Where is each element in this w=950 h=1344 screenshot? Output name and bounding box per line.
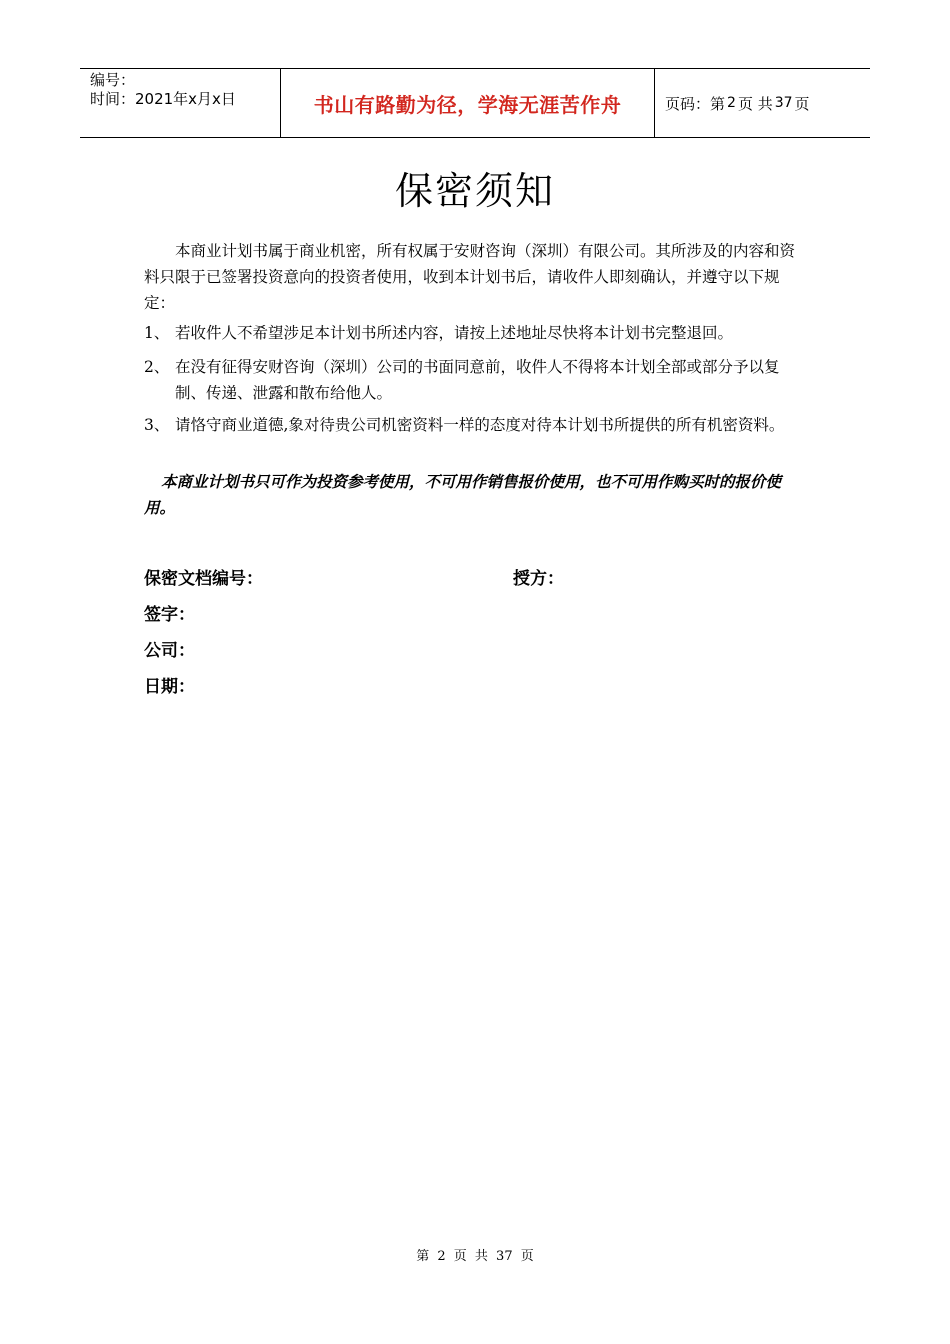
rule-number: 1、 — [144, 324, 170, 342]
rule-text: 若收件人不希望涉足本计划书所述内容，请按上述地址尽快将本计划书完整退回。 — [175, 324, 734, 342]
page-footer: 第 2 页 共 37 页 — [416, 1249, 534, 1264]
rule-text: 请恪守商业道德,象对待贵公司机密资料一样的态度对待本计划书所提供的所有机密资料。 — [175, 416, 785, 434]
page-middle: 页 共 — [737, 94, 773, 113]
doc-number-field-label: 保密文档编号： — [144, 569, 263, 589]
doc-number-label: 编号： — [90, 71, 136, 89]
header-motto: 书山有路勤为径，学海无涯苦作舟 — [313, 92, 622, 117]
rule-item-1 — [144, 320, 806, 346]
page-current: 2 — [727, 95, 736, 111]
rule-number: 3、 — [144, 416, 170, 434]
page-prefix: 页码：第 — [665, 94, 726, 113]
intro-paragraph: 本商业计划书属于商业机密，所有权属于安财咨询（深圳）有限公司。其所涉及的内容和资料只限于已签署投资意向的投资者使用，收到本计划书后，请收件人即刻确认，并遵守以下规定： — [144, 242, 796, 312]
usage-note: 本商业计划书只可作为投资参考使用，不可用作销售报价使用，也不可用作购买时的报价使用。 — [144, 473, 782, 517]
header-page-cell — [655, 69, 870, 137]
header-motto-cell — [281, 69, 655, 137]
doc-time-label: 时间：2021年x月x日 — [90, 90, 236, 108]
header-meta-cell — [80, 69, 281, 137]
page-total: 37 — [774, 95, 793, 111]
page-title: 保密须知 — [394, 169, 555, 213]
page-suffix: 页 — [794, 94, 810, 113]
rule-item-3 — [144, 412, 806, 438]
company-field-label: 公司： — [144, 641, 195, 661]
page-header — [80, 68, 870, 138]
rule-text: 在没有征得安财咨询（深圳）公司的书面同意前，收件人不得将本计划全部或部分予以复制、传递、泄露和散布给他人。 — [175, 358, 780, 402]
rule-item-2 — [144, 354, 806, 406]
date-field-label: 日期： — [144, 677, 195, 697]
grantee-field-label: 授方： — [513, 569, 564, 589]
rule-number: 2、 — [144, 358, 170, 376]
signature-field-label: 签字： — [144, 605, 195, 625]
